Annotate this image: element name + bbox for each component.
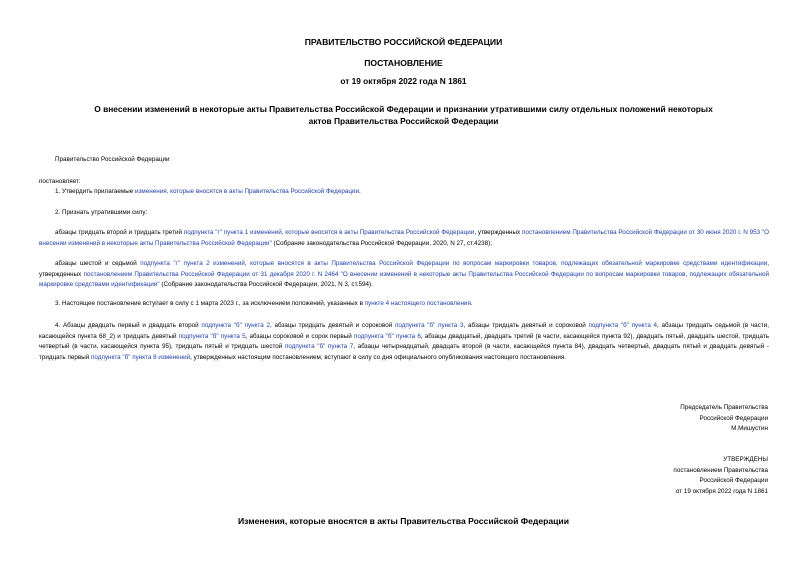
p4-text: 4. Абзацы двадцать первый и двадцать второй: [55, 322, 202, 329]
p4-text: , абзацы тридцать девятый и сороковой: [269, 322, 395, 329]
appendix-title: Изменения, которые вносятся в акты Правительства Российской Федерации: [237, 516, 569, 526]
p4-link[interactable]: подпункта "б" пункта 5: [178, 332, 246, 340]
p4-text: , абзацы четырнадцатый, двадцать второй (в части, касающейся пункта 84), двадцать четвертый, двадцать пятый и двадцать девятый - тридцать первый: [39, 343, 769, 361]
signature-org: Российской Федерации: [699, 414, 768, 422]
p1-text: 1. Утвердить прилагаемые: [55, 188, 135, 195]
p2b-text: абзацы шестой и седьмой: [55, 260, 141, 267]
p4-text: , абзацы тридцать девятый и сороковой: [463, 322, 589, 329]
p4-link[interactable]: подпункта "б" пункта 7: [284, 343, 354, 350]
p4-text: , абзацы сороковой и сорок первый: [245, 332, 354, 340]
approval-block: [673, 455, 768, 497]
approval-label: УТВЕРЖДЕНЫ: [723, 456, 768, 463]
p3-text: 3. Настоящее постановление вступает в силу с 1 марта 2023 г., за исключением положений, указанных в: [55, 300, 365, 307]
approval-org: Российской Федерации: [699, 477, 768, 484]
p1-end: .: [358, 188, 361, 195]
p3-link[interactable]: пункте 4 настоящего постановления: [364, 300, 471, 307]
paragraph-2: 2. Признать утратившими силу:: [55, 209, 148, 216]
p4-text: , утвержденных настоящим постановлением, вступают в силу со дня официального опубликования настоящего постановления.: [190, 353, 566, 361]
p3-end: .: [470, 300, 473, 307]
p4-link[interactable]: подпункта "б" пункта 8 изменений: [91, 353, 191, 361]
signature-block: [680, 403, 768, 435]
decree-text: постановляет:: [39, 178, 81, 185]
p1-link[interactable]: изменения, которые вносятся в акты Правительства Российской Федерации: [135, 188, 359, 195]
paragraph-4: [39, 321, 769, 363]
p4-link[interactable]: подпункта "б" пункта 4: [588, 322, 658, 329]
signature-position: Председатель Правительства: [680, 404, 768, 411]
paragraph-2b: [39, 259, 769, 291]
paragraph-3: [39, 299, 769, 310]
p2b-link-decree[interactable]: постановлением Правительства Российской Федерации от 31 декабря 2020 г. N 2464 "О внесении изменений в некоторые акты Правительства Российской Федерации по вопросам маркировки товаров, подлежащих обязательной маркировке средствами идентификации": [39, 270, 769, 288]
p2b-link-changes[interactable]: подпункта "г" пункта 2 изменений, которые вносятся в акты Правительства Российской Федерации по вопросам маркировки товаров, подлежащих обязательной маркировке средствами идентификации: [140, 260, 768, 267]
signature-name: М.Мишустин: [731, 425, 768, 432]
p4-link[interactable]: подпункта "б" пункта 3: [394, 322, 464, 329]
paragraph-2a: [39, 228, 769, 249]
p4-link[interactable]: подпункта "б" пункта 2: [201, 322, 270, 329]
p4-link[interactable]: подпункта "б" пункта 6: [353, 332, 421, 340]
p2a-link-changes[interactable]: подпункта "г" пункта 1 изменений, которые вносятся в акты Правительства Российской Федерации: [183, 229, 475, 236]
p2b-mid: , утвержденных: [39, 260, 769, 278]
p4-text: , абзацы тридцать седьмой (в части, касающейся пункта 68_2) и тридцать девятый: [39, 322, 769, 340]
p2a-link-decree[interactable]: постановлением Правительства Российской Федерации от 30 июня 2020 г. N 953 "О внесении изменений в некоторые акты Правительства Российской Федерации": [39, 229, 770, 247]
intro-label: Правительство Российской Федерации: [55, 156, 170, 163]
government-heading: ПРАВИТЕЛЬСТВО РОССИЙСКОЙ ФЕДЕРАЦИИ: [304, 37, 503, 47]
document-title: О внесении изменений в некоторые акты Правительства Российской Федерации и признании утратившими силу отдельных положений некоторых актов Правительства Российской Федерации: [94, 104, 713, 126]
paragraph-1: [39, 187, 769, 198]
approval-by: постановлением Правительства: [673, 466, 768, 474]
p2a-end: (Собрание законодательства Российской Федерации, 2020, N 27, ст.4238);: [271, 239, 492, 247]
document-date-number: от 19 октября 2022 года N 1861: [340, 76, 467, 86]
intro-text: [39, 155, 769, 166]
approval-date: от 19 октября 2022 года N 1861: [675, 487, 768, 495]
p2a-text: абзацы тридцать второй и тридцать третий: [55, 229, 184, 236]
p4-text: , абзацы двадцатый, двадцать третий (в части, касающейся пункта 92), двадцать пятый, двадцать шестой, тридцать четвертый (в части, касающейся пункта 95), тридцать пятый и тридцать шестой: [39, 332, 769, 350]
p2b-end: (Собрание законодательства Российской Федерации, 2021, N 3, ст.594).: [159, 281, 373, 288]
p2a-mid: , утвержденных: [474, 229, 522, 236]
document-type: ПОСТАНОВЛЕНИЕ: [364, 58, 443, 68]
